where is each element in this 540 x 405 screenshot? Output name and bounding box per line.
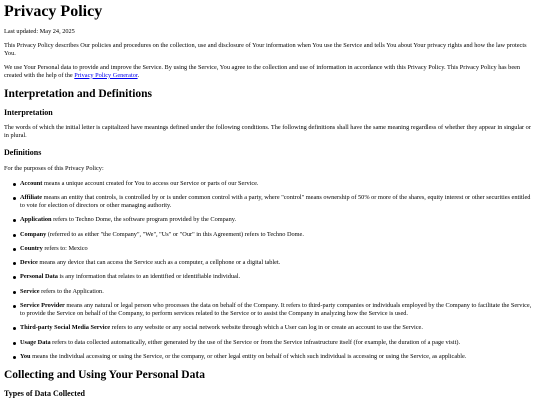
definition-item-service xyxy=(20,288,535,296)
definition-text: refers to any website or any social network website through which a User can log in or create an account to use the Service. xyxy=(110,324,423,331)
privacy-policy-generator-link[interactable]: Privacy Policy Generator xyxy=(74,71,138,79)
intro-paragraph-2 xyxy=(4,64,534,80)
definition-item-company xyxy=(20,231,535,239)
definition-text: refers to: Mexico xyxy=(42,245,88,252)
definition-item-service-provider xyxy=(20,302,535,318)
heading-interpretation-and-definitions: Interpretation and Definitions xyxy=(4,88,153,100)
definition-text: refers to the Application. xyxy=(39,288,104,295)
definition-term: Service xyxy=(20,288,40,295)
definition-text: means a unique account created for You to access our Service or parts of our Service. xyxy=(42,180,259,187)
definition-term: Affiliate xyxy=(20,194,43,201)
definition-text: (referred to as either "the Company", "We", "Us" or "Our" in this Agreement) refers to Techno Dome. xyxy=(46,231,304,238)
definition-text: is any information that relates to an identified or identifiable individual. xyxy=(57,273,241,280)
definitions-intro: For the purposes of this Privacy Policy: xyxy=(4,165,104,172)
intro-paragraph-2-end: . xyxy=(137,71,140,79)
definition-text: means an entity that controls, is controlled by or is under common control with a party, where "control" means ownership of 50% or more of the shares, equity interest or other securities entitled to vote for election of directors or other managing authority. xyxy=(20,194,531,209)
definition-text: means any natural or legal person who processes the data on behalf of the Company. It refers to third-party companies or individuals employed by the Company to facilitate the Service, to provide the Service on behalf of the Company, to perform services related to the Service or to assist the Company in analyzing how the Service is used. xyxy=(20,302,532,317)
definition-item-device xyxy=(20,259,535,267)
definition-term: Service Provider xyxy=(20,302,65,309)
definition-term: Device xyxy=(20,259,38,266)
intro-paragraph-2-text: We use Your Personal data to provide and improve the Service. By using the Service, You agree to the collection and use of information in accordance with this Privacy Policy. This Privacy Policy has been created with the help of the xyxy=(4,64,521,79)
heading-definitions: Definitions xyxy=(4,148,42,157)
page-title: Privacy Policy xyxy=(4,3,103,20)
definition-term: You xyxy=(20,353,31,360)
definition-text: refers to Techno Dome, the software program provided by the Company. xyxy=(51,216,237,223)
heading-collecting-and-using: Collecting and Using Your Personal Data xyxy=(4,369,205,381)
definition-term: Account xyxy=(20,180,43,187)
interpretation-paragraph: The words of which the initial letter is capitalized have meanings defined under the following conditions. The following definitions shall have the same meaning regardless of whether they appear in singular or in plural. xyxy=(4,124,531,139)
definition-term: Company xyxy=(20,231,47,238)
heading-types-of-data: Types of Data Collected xyxy=(4,389,85,398)
definition-item-account xyxy=(20,180,535,188)
definition-item-third-party-social-media xyxy=(20,324,535,332)
heading-interpretation: Interpretation xyxy=(4,108,53,117)
definition-item-you xyxy=(20,353,535,361)
definition-term: Third-party Social Media Service xyxy=(20,324,111,331)
definition-term: Usage Data xyxy=(20,339,51,346)
definition-item-country xyxy=(20,245,535,253)
definition-item-affiliate xyxy=(20,194,535,210)
intro-paragraph-1: This Privacy Policy describes Our policies and procedures on the collection, use and disclosure of Your information when You use the Service and tells You about Your privacy rights and how the law protects You. xyxy=(4,42,527,57)
definition-term: Application xyxy=(20,216,52,223)
definition-term: Personal Data xyxy=(20,273,58,280)
definition-text: refers to data collected automatically, either generated by the use of the Service or from the Service infrastructure itself (for example, the duration of a page visit). xyxy=(50,339,461,346)
definition-text: means the individual accessing or using the Service, or the company, or other legal entity on behalf of which such individual is accessing or using the Service, as applicable. xyxy=(30,353,467,360)
definition-text: means any device that can access the Service such as a computer, a cellphone or a digital tablet. xyxy=(37,259,281,266)
definition-item-usage-data xyxy=(20,339,535,347)
last-updated: Last updated: May 24, 2025 xyxy=(4,28,75,35)
definition-term: Country xyxy=(20,245,43,252)
definition-item-personal-data xyxy=(20,273,535,281)
definition-item-application xyxy=(20,216,535,224)
